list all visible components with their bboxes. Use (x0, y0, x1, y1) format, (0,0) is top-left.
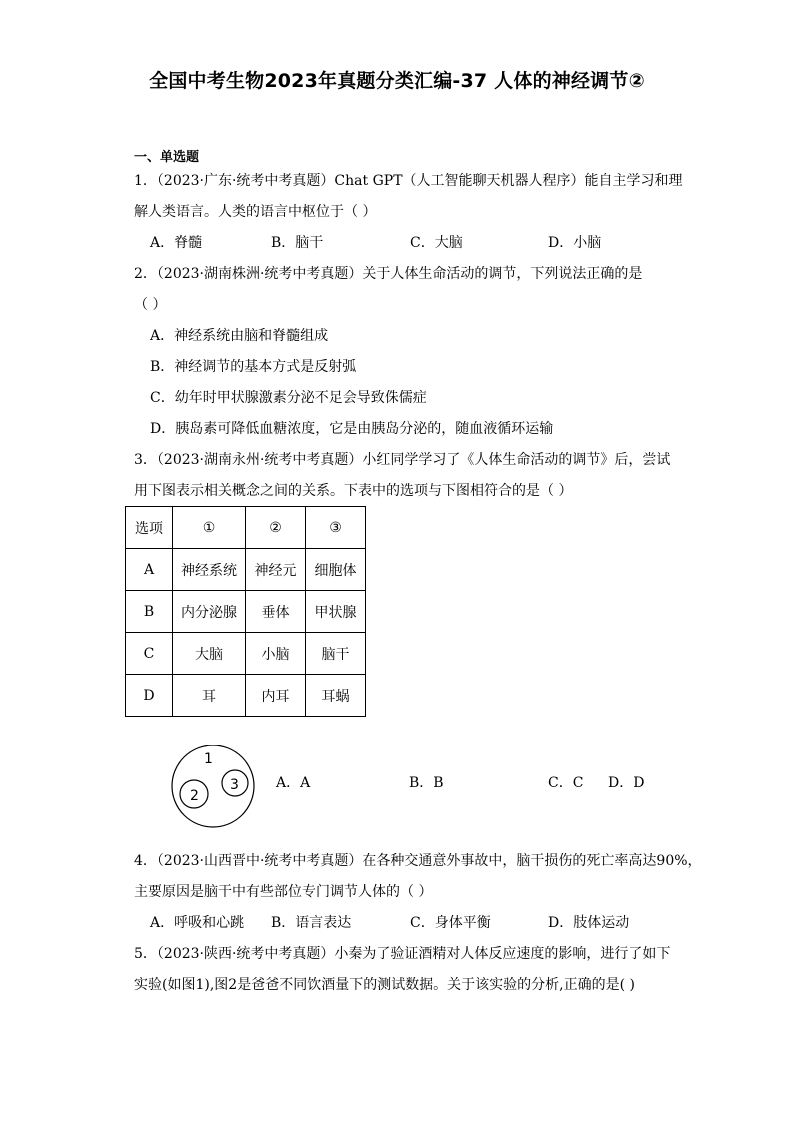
question-4-line-2: 主要原因是脑干中有些部位专门调节人体的（ ） (134, 884, 433, 900)
q1-option-d[interactable]: D．小脑 (548, 235, 602, 251)
q3-option-c[interactable]: C．C (548, 775, 584, 791)
diagram-label-2: 2 (190, 788, 199, 804)
outer-circle (172, 745, 254, 827)
table-cell: C (126, 633, 173, 675)
table-cell: 小脑 (246, 633, 306, 675)
q3-option-d[interactable]: D．D (608, 775, 645, 791)
question-2-line-1: 2．（2023·湖南株洲·统考中考真题）关于人体生命活动的调节，下列说法正确的是 (134, 266, 643, 282)
question-3-line-2: 用下图表示相关概念之间的关系。下表中的选项与下图相符合的是（ ） (134, 483, 573, 499)
table-cell: 细胞体 (306, 549, 366, 591)
q4-option-c[interactable]: C．身体平衡 (410, 915, 491, 931)
q4-option-d[interactable]: D．肢体运动 (548, 915, 630, 931)
question-5-line-1: 5．（2023·陕西·统考中考真题）小秦为了验证酒精对人体反应速度的影响，进行了如下 (134, 946, 671, 962)
q2-option-d[interactable]: D．胰岛素可降低血糖浓度，它是由胰岛分泌的，随血液循环运输 (150, 421, 554, 437)
concept-table (125, 506, 366, 717)
table-cell: 耳 (173, 675, 246, 717)
table-cell: 脑干 (306, 633, 366, 675)
q4-option-b[interactable]: B．语言表达 (271, 915, 352, 931)
table-cell: B (126, 591, 173, 633)
q1-option-c[interactable]: C．大脑 (410, 235, 463, 251)
table-header-cell: ③ (306, 507, 366, 549)
q1-option-a[interactable]: A．脊髓 (150, 235, 203, 251)
q2-option-b[interactable]: B．神经调节的基本方式是反射弧 (150, 359, 357, 375)
table-cell: 耳蜗 (306, 675, 366, 717)
table-row (126, 549, 366, 591)
question-1-line-2: 解人类语言。人类的语言中枢位于（ ） (134, 204, 377, 220)
table-header-cell: ② (246, 507, 306, 549)
page-title: 全国中考生物2023年真题分类汇编-37 人体的神经调节② (149, 70, 645, 92)
table-cell: 垂体 (246, 591, 306, 633)
q2-option-a[interactable]: A．神经系统由脑和脊髓组成 (150, 328, 329, 344)
q3-option-a[interactable]: A．A (276, 775, 311, 791)
q4-option-a[interactable]: A．呼吸和心跳 (150, 915, 245, 931)
table-header-cell: 选项 (126, 507, 173, 549)
question-5-line-2: 实验(如图1),图2是爸爸不同饮酒量下的测试数据。关于该实验的分析,正确的是( ) (134, 977, 636, 993)
table-row (126, 633, 366, 675)
table-cell: 甲状腺 (306, 591, 366, 633)
table-cell: 内分泌腺 (173, 591, 246, 633)
diagram-label-1: 1 (204, 751, 213, 767)
question-3-line-1: 3．（2023·湖南永州·统考中考真题）小红同学学习了《人体生命活动的调节》后，尝试 (134, 452, 671, 468)
table-header-cell: ① (173, 507, 246, 549)
section-title: 一、单选题 (134, 150, 200, 165)
table-cell: D (126, 675, 173, 717)
table-cell: 大脑 (173, 633, 246, 675)
question-4-line-1: 4．（2023·山西晋中·统考中考真题）在各种交通意外事故中，脑干损伤的死亡率高达90%， (134, 853, 702, 869)
question-2-line-2: （ ） (134, 297, 167, 313)
table-header-row (126, 507, 366, 549)
q1-option-b[interactable]: B．脑干 (271, 235, 324, 251)
table-cell: 神经元 (246, 549, 306, 591)
table-cell: 神经系统 (173, 549, 246, 591)
table-cell: 内耳 (246, 675, 306, 717)
table-row (126, 675, 366, 717)
table-row (126, 591, 366, 633)
q3-option-b[interactable]: B．B (409, 775, 444, 791)
table-cell: A (126, 549, 173, 591)
diagram-label-3: 3 (230, 777, 239, 793)
question-1-line-1: 1．（2023·广东·统考中考真题）Chat GPT（人工智能聊天机器人程序）能自主学习和理 (134, 173, 683, 189)
concept-venn-diagram (165, 745, 265, 835)
q2-option-c[interactable]: C．幼年时甲状腺激素分泌不足会导致侏儒症 (150, 390, 427, 406)
